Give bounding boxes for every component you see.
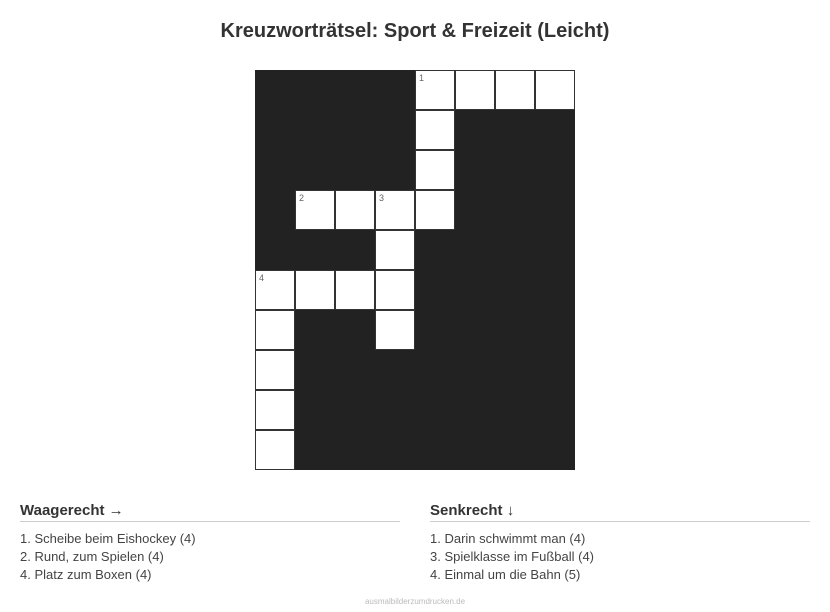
- crossword-cell[interactable]: [495, 70, 535, 110]
- down-clue-list: [430, 530, 810, 584]
- footer-credit: ausmalbilderzumdrucken.de: [364, 597, 466, 606]
- cell-number: 2: [299, 193, 305, 203]
- crossword-cell[interactable]: [255, 270, 295, 310]
- crossword-cell[interactable]: [375, 270, 415, 310]
- crossword-cell[interactable]: [415, 110, 455, 150]
- puzzle-title: Kreuzworträtsel: Sport & Freizeit (Leicht): [220, 20, 610, 42]
- crossword-cell[interactable]: [255, 390, 295, 430]
- crossword-cell[interactable]: [255, 350, 295, 390]
- crossword-cell[interactable]: [375, 190, 415, 230]
- crossword-cell[interactable]: [415, 190, 455, 230]
- cell-number: 1: [419, 73, 425, 83]
- cell-number: 4: [259, 273, 265, 283]
- across-clue: 4. Platz zum Boxen (4): [20, 567, 152, 582]
- down-heading: Senkrecht ↓: [430, 502, 810, 522]
- across-clues: [20, 502, 400, 584]
- crossword-cell[interactable]: [255, 310, 295, 350]
- across-clue: 2. Rund, zum Spielen (4): [20, 549, 164, 564]
- across-heading: Waagerecht →: [20, 502, 400, 522]
- crossword-cell[interactable]: [295, 190, 335, 230]
- crossword-cell[interactable]: [415, 70, 455, 110]
- crossword-cell[interactable]: [335, 190, 375, 230]
- crossword-cell[interactable]: [375, 310, 415, 350]
- crossword-cell[interactable]: [535, 70, 575, 110]
- down-clue: 1. Darin schwimmt man (4): [430, 531, 586, 546]
- down-clue: 3. Spielklasse im Fußball (4): [430, 549, 594, 564]
- across-clue: 1. Scheibe beim Eishockey (4): [20, 531, 196, 546]
- crossword-cell[interactable]: [375, 230, 415, 270]
- crossword-cell[interactable]: [335, 270, 375, 310]
- across-clue-list: [20, 530, 400, 584]
- crossword-cell[interactable]: [295, 270, 335, 310]
- down-clues: [430, 502, 810, 584]
- down-clue: 4. Einmal um die Bahn (5): [430, 567, 581, 582]
- crossword-cell[interactable]: [415, 150, 455, 190]
- crossword-cell[interactable]: [255, 430, 295, 470]
- cell-number: 3: [379, 193, 385, 203]
- crossword-grid: [255, 70, 575, 470]
- crossword-cell[interactable]: [455, 70, 495, 110]
